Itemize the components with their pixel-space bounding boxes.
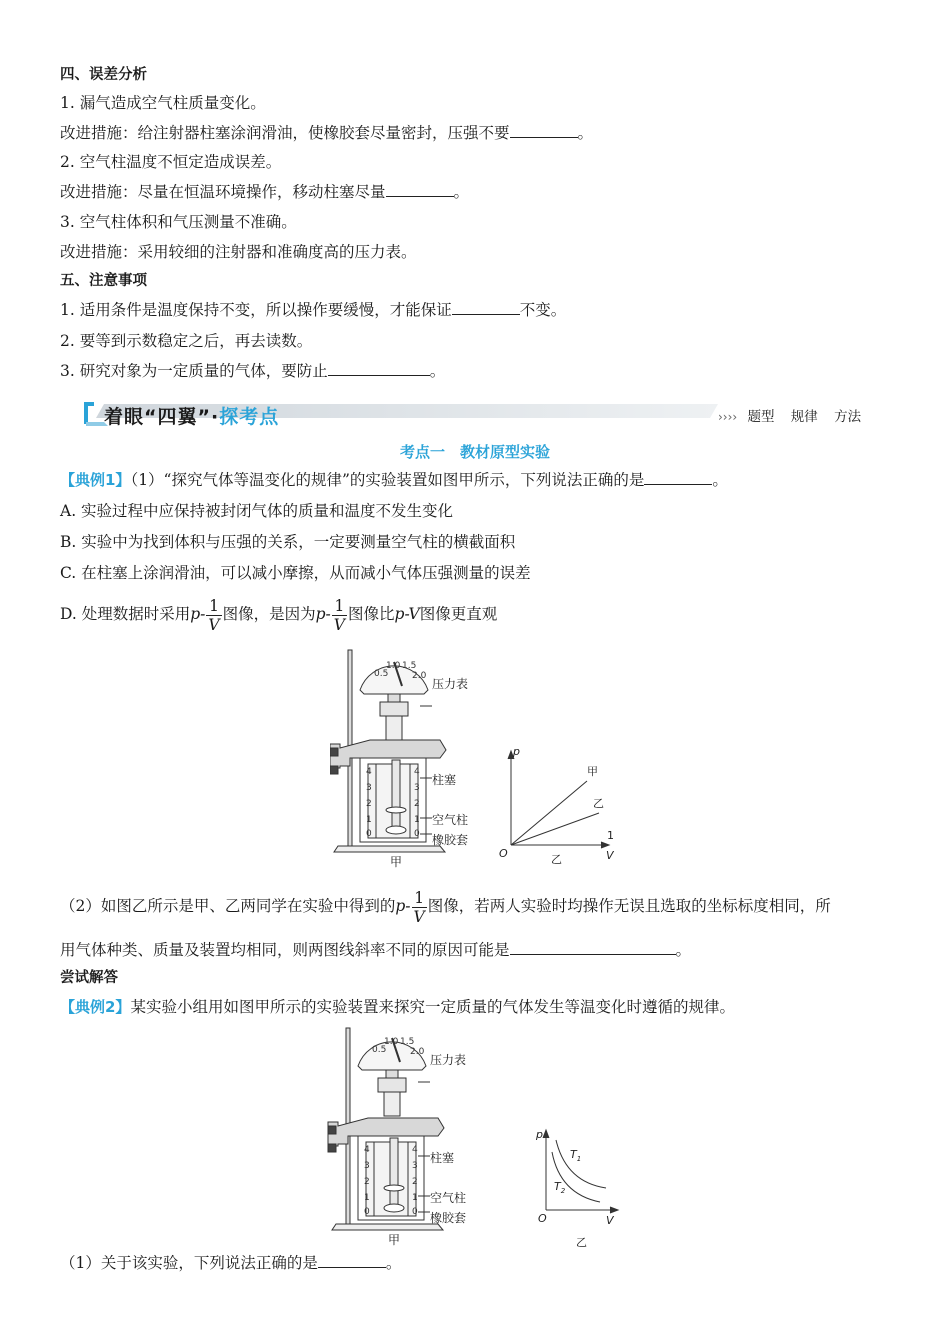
example-1-tag: 【典例1】: [60, 471, 131, 489]
svg-text:4: 4: [414, 767, 420, 777]
sec4-item-2: 2. 空气柱温度不恒定造成误差。: [60, 153, 282, 171]
option-a: A. 实验过程中应保持被封闭气体的质量和温度不发生变化: [60, 502, 454, 520]
svg-text:1.0: 1.0: [384, 1037, 399, 1047]
svg-text:4: 4: [364, 1145, 370, 1155]
sec5-item-2: 2. 要等到示数稳定之后，再去读数。: [60, 332, 313, 350]
label-yi: 乙: [593, 797, 604, 810]
rubber-cap-label: 橡胶套: [430, 1211, 467, 1225]
sec4-item-1: 1. 漏气造成空气柱质量变化。: [60, 94, 266, 112]
svg-text:0: 0: [364, 1207, 370, 1217]
svg-text:3: 3: [366, 783, 372, 793]
svg-text:1: 1: [607, 829, 614, 842]
example-1-q2: （2）如图乙所示是甲、乙两同学在实验中得到的p- $\frac{1}{V}$ 图像，若两人实验时均操作无误且选取的坐标标度相同，所: [60, 888, 831, 926]
answer-blank[interactable]: [510, 123, 578, 138]
svg-text:2: 2: [414, 799, 420, 809]
svg-text:1: 1: [364, 1193, 370, 1203]
svg-text:4: 4: [366, 767, 372, 777]
sec4-item-2-fix: 改进措施：尽量在恒温环境操作，移动柱塞尽量 。: [60, 183, 470, 201]
svg-text:2: 2: [366, 799, 372, 809]
graph-figure-1: [495, 745, 625, 865]
svg-text:0: 0: [366, 829, 372, 839]
svg-text:3: 3: [414, 783, 420, 793]
answer-blank[interactable]: [386, 182, 454, 197]
svg-text:V: V: [606, 1214, 614, 1227]
gauge-label: 压力表: [430, 1053, 467, 1067]
svg-text:4: 4: [412, 1145, 418, 1155]
svg-text:p: p: [513, 745, 520, 758]
apparatus-figure-1: [330, 648, 480, 870]
plunger-label: 柱塞: [430, 1151, 455, 1165]
answer-blank[interactable]: [318, 1253, 386, 1268]
plunger-label: 柱塞: [432, 773, 457, 787]
svg-text:1: 1: [366, 815, 372, 825]
figure-caption-jia: 甲: [390, 855, 403, 869]
label-jia: 甲: [587, 765, 598, 778]
figure-caption-jia: 甲: [388, 1233, 401, 1247]
figure-caption-yi: 乙: [576, 1236, 587, 1249]
example-2-tag: 【典例2】: [60, 998, 131, 1016]
svg-text:2.0: 2.0: [410, 1047, 425, 1057]
svg-text:1: 1: [414, 815, 420, 825]
example-2-q1: （1）关于该实验，下列说法正确的是 。: [60, 1254, 402, 1272]
answer-blank[interactable]: [510, 940, 676, 955]
sec5-item-1: 1. 适用条件是温度保持不变，所以操作要缓慢，才能保证 不变。: [60, 301, 567, 319]
svg-text:V: V: [606, 849, 614, 862]
line-jia: [511, 781, 587, 845]
banner-title: 着眼“四翼”·探考点: [104, 406, 280, 428]
line-yi: [511, 813, 599, 845]
chevrons-icon: ››››: [718, 410, 738, 424]
apparatus-figure-2: [326, 1024, 476, 1248]
answer-blank[interactable]: [452, 300, 520, 315]
sec5-item-3: 3. 研究对象为一定质量的气体，要防止 。: [60, 362, 446, 380]
graph-figure-2: [532, 1126, 627, 1250]
example-2-text: 【典例2】某实验小组用如图甲所示的实验装置来探究一定质量的气体发生等温变化时遵循的规律。: [60, 998, 735, 1016]
option-d: D. 处理数据时采用p- $\frac{1}{V}$ 图像，是因为p- $\frac{1}{V}$ 图像比p-V图像更直观: [60, 596, 498, 634]
svg-text:0: 0: [412, 1207, 418, 1217]
svg-text:2: 2: [364, 1177, 370, 1187]
air-column-label: 空气柱: [430, 1191, 467, 1205]
answer-blank[interactable]: [644, 470, 712, 485]
svg-text:2: 2: [412, 1177, 418, 1187]
try-answer-heading: 尝试解答: [60, 970, 118, 986]
svg-text:1: 1: [412, 1193, 418, 1203]
option-c: C. 在柱塞上涂润滑油，可以减小摩擦，从而减小气体压强测量的误差: [60, 564, 531, 582]
air-column-label: 空气柱: [432, 813, 469, 827]
banner-tags: ›››› 题型 规律 方法: [718, 409, 862, 425]
svg-text:O: O: [499, 847, 508, 860]
svg-text:3: 3: [412, 1161, 418, 1171]
sec4-item-3-fix: 改进措施：采用较细的注射器和准确度高的压力表。: [60, 243, 417, 261]
label-t1: $T_1$: [570, 1148, 582, 1163]
svg-text:1.0: 1.0: [386, 661, 401, 671]
answer-blank[interactable]: [328, 361, 430, 376]
svg-text:2.0: 2.0: [412, 671, 427, 681]
rubber-cap-label: 橡胶套: [432, 833, 469, 847]
svg-text:p: p: [536, 1128, 543, 1141]
sec4-item-1-fix: 改进措施：给注射器柱塞涂润滑油，使橡胶套尽量密封，压强不要 。: [60, 124, 594, 142]
option-b: B. 实验中为找到体积与压强的关系，一定要测量空气柱的横截面积: [60, 533, 516, 551]
svg-text:0.5: 0.5: [372, 1045, 387, 1055]
svg-text:3: 3: [364, 1161, 370, 1171]
svg-text:1.5: 1.5: [402, 661, 417, 671]
example-1-q1: 【典例1】（1）“探究气体等温变化的规律”的实验装置如图甲所示，下列说法正确的是 。: [60, 471, 728, 489]
section-5-title: 五、注意事项: [60, 273, 147, 289]
svg-text:1.5: 1.5: [400, 1037, 415, 1047]
gauge-label: 压力表: [432, 677, 469, 691]
example-1-q2-cont: 用气体种类、质量及装置均相同，则两图线斜率不同的原因可能是 。: [60, 941, 692, 959]
svg-text:0.5: 0.5: [374, 669, 389, 679]
section-4-title: 四、误差分析: [60, 67, 147, 83]
svg-text:0: 0: [414, 829, 420, 839]
svg-text:O: O: [538, 1212, 547, 1225]
label-t2: $T_2$: [554, 1180, 566, 1195]
kaodian-heading: 考点一 教材原型实验: [399, 443, 550, 461]
sec4-item-3: 3. 空气柱体积和气压测量不准确。: [60, 213, 297, 231]
figure-caption-yi: 乙: [551, 853, 562, 865]
